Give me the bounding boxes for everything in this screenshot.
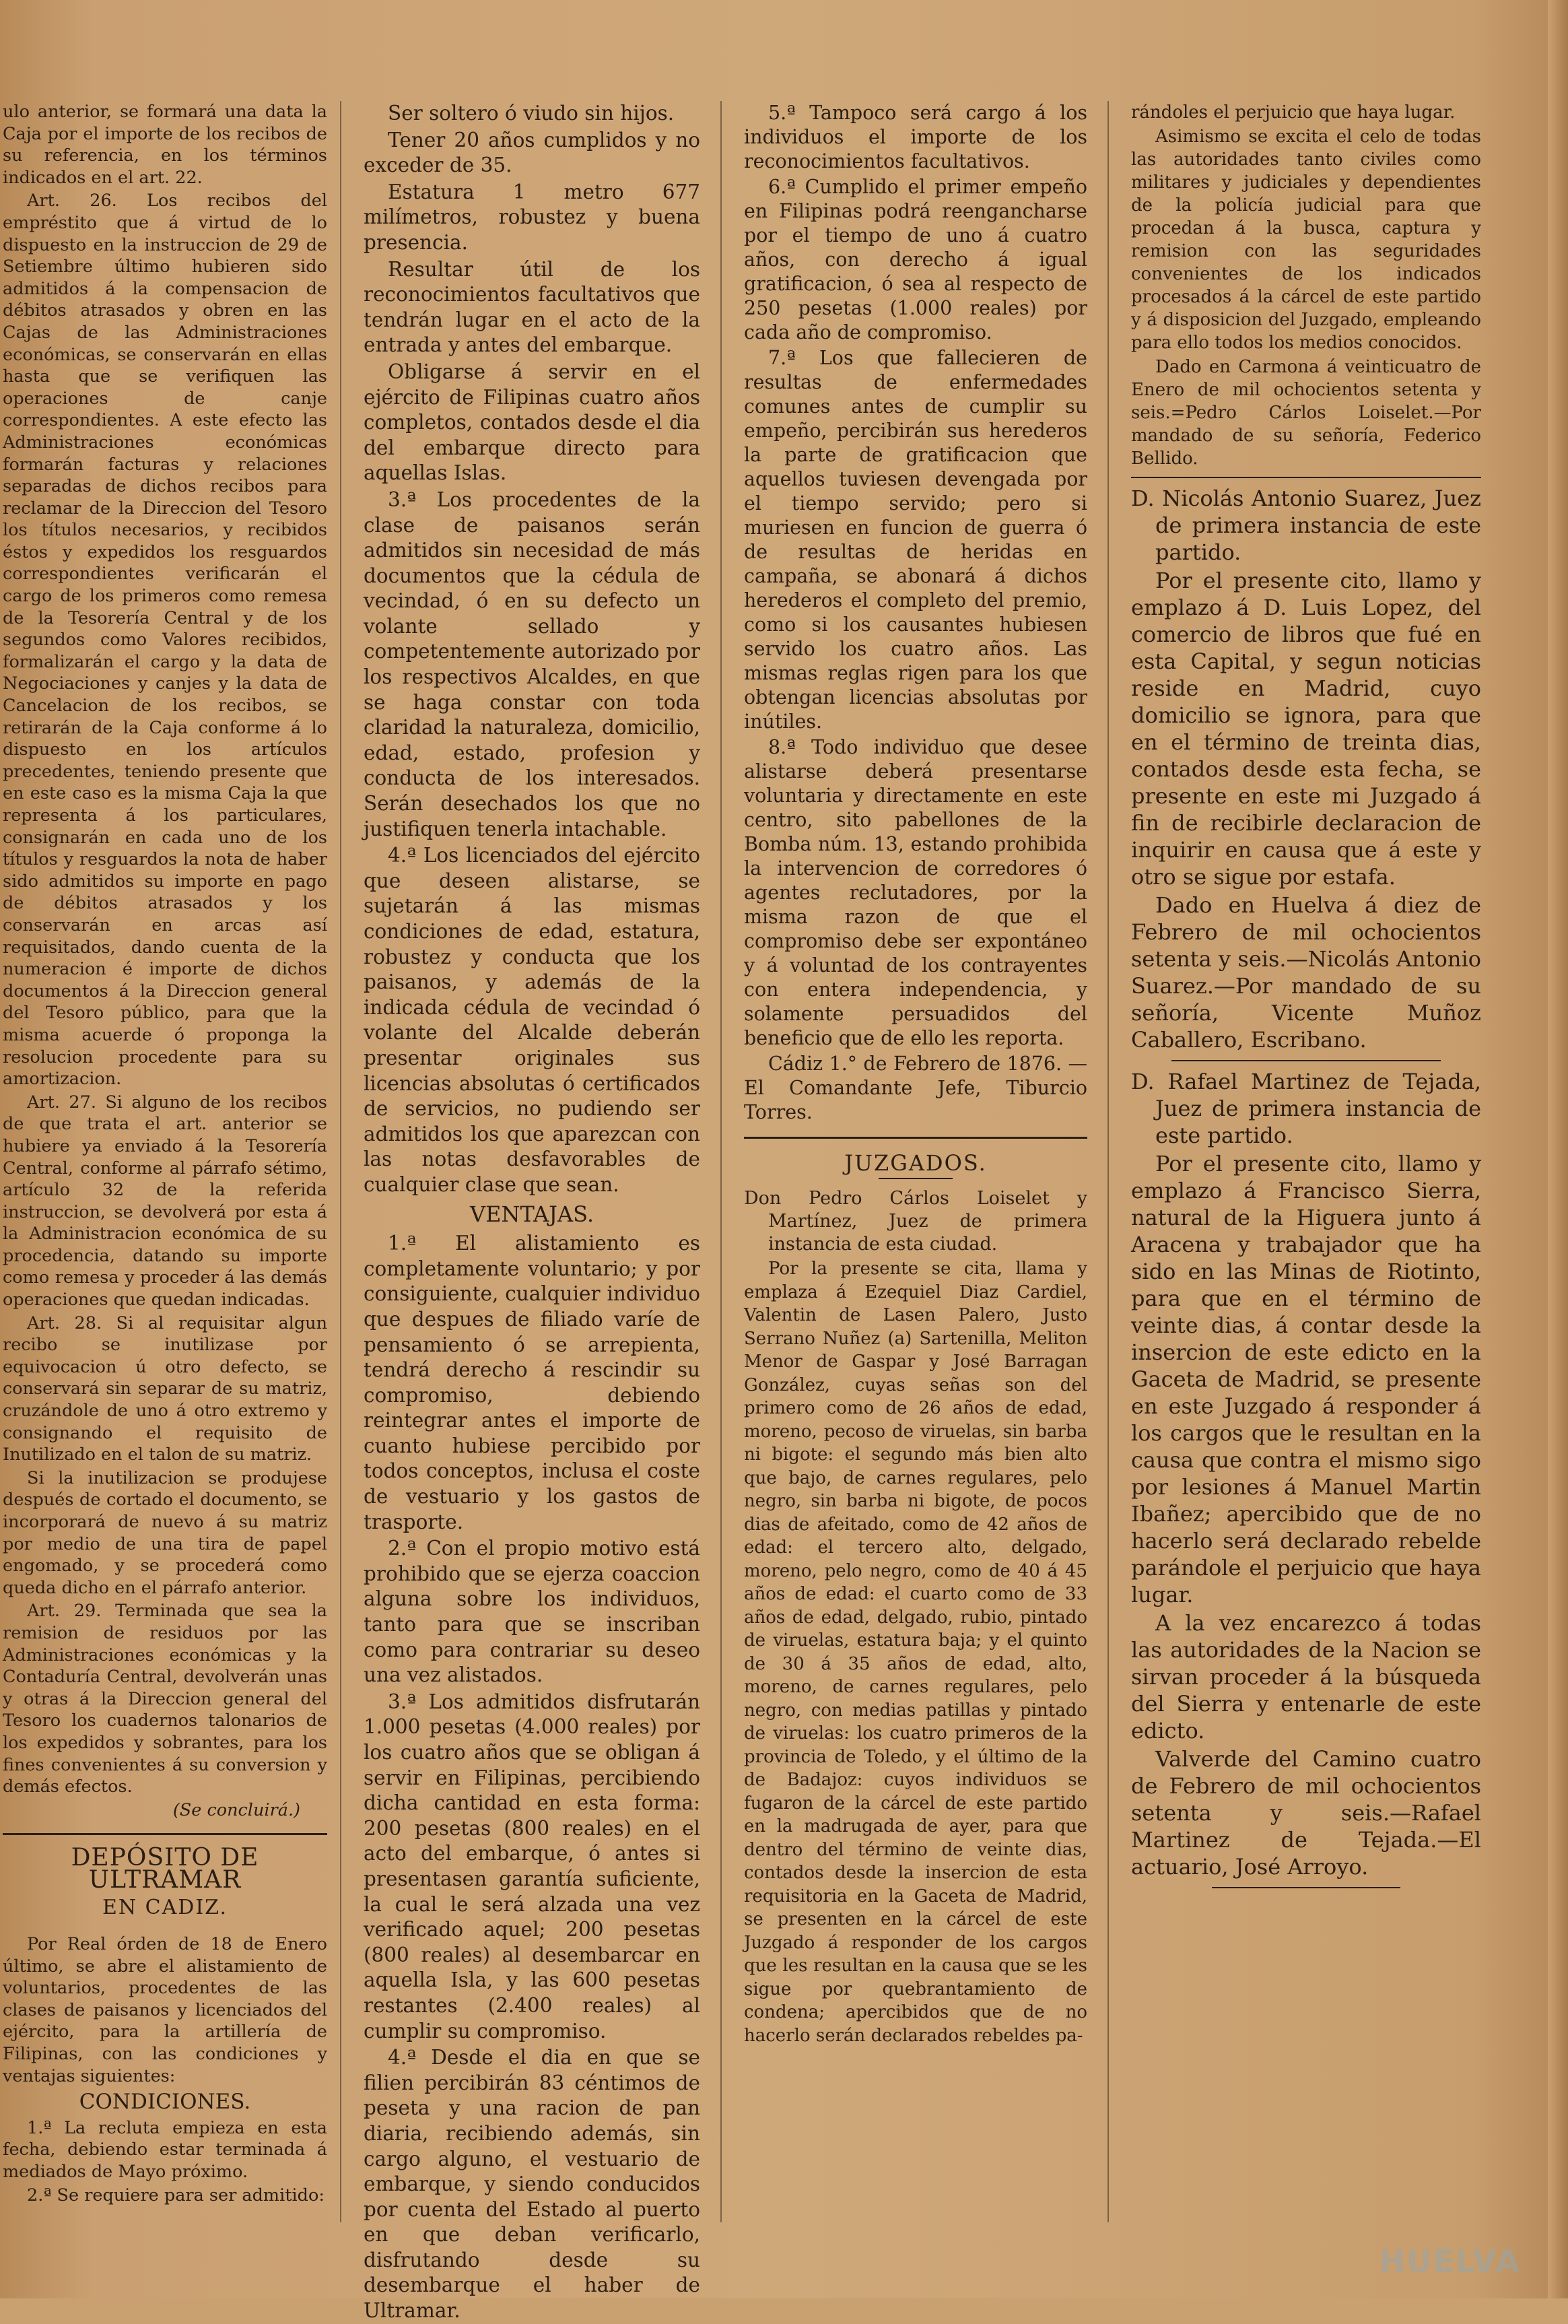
- paragraph: 4.ª Desde el dia en que se filien percibirán 83 céntimos de peseta y una racion de pan diaria, recibiendo además, sin cargo alguno, el vestuario de embarque, y siendo conducidos por cuenta del Estado al puerto en que deban verificarlo, disfrutando desde su desembarque el haber de Ultramar.: [364, 2046, 700, 2323]
- paragraph: Cádiz 1.° de Febrero de 1876. —El Comandante Jefe, Tiburcio Torres.: [744, 1053, 1087, 1123]
- paragraph: Por el presente cito, llamo y emplazo á Francisco Sierra, natural de la Higuera junto á Aracena y trabajador que ha sido en las Minas de Riotinto, para que en el término de veinte dias, á contar desde la insercion de este edicto en la Gaceta de Madrid, se presente en este Juzgado á responder á los cargos que le resultan en la causa que contra el mismo sigo por lesiones á Manuel Martin Ibañez; apercibido que de no hacerlo será declarado rebelde parándole el perjuicio que haya lugar.: [1131, 1151, 1481, 1607]
- paragraph: Resultar útil de los reconocimientos facultativos que tendrán lugar en el acto de la entrada y antes del embarque.: [364, 257, 700, 357]
- notice-heading: D. Nicolás Antonio Suarez, Juez de primera instancia de este partido.: [1131, 486, 1481, 565]
- paragraph: 7.ª Los que fallecieren de resultas de enfermedades comunes antes de cumplir su empeño, percibirán sus herederos la parte de gratificacion que aquellos tuviesen devengada por el tiempo servido; pero si muriesen en funcion de guerra ó de resultas de heridas en campaña, se abonará á dichos herederos el completo del premio, como si los causantes hubiesen servido los cuatro años. Las mismas reglas rigen para los que obtengan licencias absolutas por inútiles.: [744, 347, 1087, 733]
- paragraph: 8.ª Todo individuo que desee alistarse deberá presentarse voluntaria y directamente en este centro, sito pabellones de la Bomba núm. 13, estando prohibida la intervencion de corredores ó agentes reclutadores, por la misma razon de que el compromiso debe ser expontáneo y á voluntad de los contrayentes con entera independencia, y solamente persuadidos del beneficio que de ello les reporta.: [744, 736, 1087, 1049]
- paragraph: Dado en Carmona á veinticuatro de Enero de mil ochocientos setenta y seis.=Pedro Cárlos Loiselet.—Por mandado de su señoría, Federico Bellido.: [1131, 357, 1481, 469]
- paragraph: 1.ª La recluta empieza en esta fecha, debiendo estar terminada á mediados de Mayo próximo.: [3, 2117, 327, 2183]
- paragraph: Por la presente se cita, llama y emplaza á Ezequiel Diaz Cardiel, Valentin de Lasen Palero, Justo Serrano Nuñez (a) Sartenilla, Meliton Menor de Gaspar y José Barragan González, cuyas señas son del primero como de 26 años de edad, moreno, pecoso de viruelas, sin barba ni bigote: el segundo más bien alto que bajo, de carnes regulares, pelo negro, sin barba ni bigote, de pocos dias de afeitado, como de 42 años de edad: el tercero alto, delgado, moreno, pelo negro, como de 40 á 45 años de edad: el cuarto como de 33 años de edad, delgado, rubio, pintado de viruelas, estatura baja; y el quinto de 30 á 35 años de edad, alto, moreno, de carnes regulares, pelo negro, con medias patillas y pintado de viruelas: los cuatro primeros de la provincia de Toledo, y el último de la de Badajoz: cuyos individuos se fugaron de la cárcel de este partido en la madrugada de ayer, para que dentro del término de veinte dias, contados desde la insercion de esta requisitoria en la Gaceta de Madrid, se presenten en la cárcel de este Juzgado á responder de los cargos que les resultan en la causa que se les sigue por quebrantamiento de condena; apercibidos que de no hacerlo serán declarados rebeldes pa-: [744, 1259, 1087, 2046]
- paragraph: Obligarse á servir en el ejército de Filipinas cuatro años completos, contados desde el dia del embarque directo para aquellas Islas.: [364, 360, 700, 485]
- paragraph: 2.ª Con el propio motivo está prohibido que se ejerza coaccion alguna sobre los individuos, tanto para que se inscriban como para contrariar su deseo una vez alistados.: [364, 1537, 700, 1687]
- column-1: [3, 101, 327, 2229]
- library-watermark: HUELVA: [1379, 2243, 1521, 2280]
- paragraph: ulo anterior, se formará una data la Caja por el importe de los recibos de su referencia, en los términos indicados en el art. 22.: [3, 102, 327, 188]
- paragraph: Dado en Huelva á diez de Febrero de mil ochocientos setenta y seis.—Nicolás Antonio Suarez.—Por mandado de su señoría, Vicente Muñoz Caballero, Escribano.: [1131, 892, 1481, 1053]
- paragraph: 2.ª Se requiere para ser admitido:: [27, 2185, 325, 2205]
- paragraph: 3.ª Los admitidos disfrutarán 1.000 pesetas (4.000 reales) por los cuatro años que se obligan á servir en Filipinas, percibiendo dicha cantidad en esta forma: 200 pesetas (800 reales) en el acto del embarque, ó antes si presentasen garantía suficiente, la cual le será alzada una vez verificado aquel; 200 pesetas (800 reales) al desembarcar en aquella Isla, y las 600 pesetas restantes (2.400 reales) al cumplir su compromiso.: [364, 1690, 700, 2043]
- paragraph: 1.ª El alistamiento es completamente voluntario; y por consiguiente, cualquier individuo que despues de filiado varíe de pensamiento ó se arrepienta, tendrá derecho á rescindir su compromiso, debiendo reintegrar antes el importe de cuanto hubiese percibido por todos conceptos, inclusa el coste de vestuario y los gastos de trasporte.: [364, 1232, 700, 1533]
- section-divider: [3, 1833, 327, 1835]
- section-heading: VENTAJAS.: [469, 1201, 594, 1227]
- paragraph: Si la inutilizacion se produjese después de cortado el documento, se incorporará de nuevo á su matriz por medio de una tira de papel engomado, y se procederá como queda dicho en el párrafo anterior.: [3, 1467, 327, 1598]
- page-edge: [1548, 0, 1568, 2298]
- paragraph: Art. 26. Los recibos del empréstito que á virtud de lo dispuesto en la instruccion de 29 de Setiembre último hubieren sido admitidos á la compensacion de débitos atrasados y obren en las Cajas de las Administraciones económicas, se conservarán en ellas hasta que se verifiquen las operaciones de canje correspondientes. A este efecto las Administraciones económicas formarán facturas y relaciones separadas de dichos recibos para reclamar de la Direccion del Tesoro los títulos necesarios, y recibidos éstos y expedidos los resguardos correspondientes verificarán el cargo de los primeros como remesa de la Tesorería Central y de los segundos como Valores recibidos, formalizarán el cargo y la data de Negociaciones y canjes y la data de Cancelacion de los recibos, se retirarán de la Caja conforme á lo dispuesto en los artículos precedentes, teniendo presente que en este caso es la misma Caja la que representa á los particulares, consignarán en cada uno de los títulos y resguardos la nota de haber sido admitidos su importe en pago de débitos atrasados y los conservarán en arcas así requisitados, dando cuenta de la numeracion é importe de dichos documentos á la Direccion general del Tesoro público, para que la misma acuerde ó proponga la resolucion procedente para su amortizacion.: [3, 191, 327, 1090]
- paragraph: 4.ª Los licenciados del ejército que deseen alistarse, se sujetarán á las mismas condiciones de edad, estatura, robustez y conducta que los paisanos, y además de la indicada cédula de vecindad ó volante del Alcalde deberán presentar originales sus licencias absolutas ó certificados de servicios, no pudiendo ser admitidos los que aparezcan con las notas desfavorables de cualquier clase que sean.: [364, 844, 700, 1196]
- section-title: DEPÓSITO DE ULTRAMAR: [71, 1844, 259, 1894]
- paragraph: Estatura 1 metro 677 milímetros, robustez y buena presencia.: [364, 180, 700, 254]
- column-2: [364, 101, 700, 2323]
- paragraph: rándoles el perjuicio que haya lugar.: [1131, 102, 1456, 123]
- paragraph: Por Real órden de 18 de Enero último, se abre el alistamiento de voluntarios, procedentes de las clases de paisanos y licenciados del ejército, para la artillería de Filipinas, con las condiciones y ventajas siguientes:: [3, 1934, 327, 2086]
- paragraph: Art. 29. Terminada que sea la remision de residuos por las Administraciones económicas y la Contaduría Central, devolverán unas y otras á la Direccion general del Tesoro los cuadernos talonarios de los expedidos y sobrantes, para los fines convenientes á su conversion y demás efectos.: [3, 1601, 327, 1797]
- paragraph: Art. 27. Si alguno de los recibos de que trata el art. anterior se hubiere ya enviado á la Tesorería Central, conforme al párrafo sétimo, artículo 32 de la referida instruccion, se devolverá por esta á la Administracion económica de su procedencia, datando su importe como remesa y proceder á las demás operaciones que quedan indicadas.: [3, 1092, 327, 1310]
- column-rule: [340, 101, 341, 2222]
- paragraph: 3.ª Los procedentes de la clase de paisanos serán admitidos sin necesidad de más documentos que la cédula de vecindad, ó en su defecto un volante sellado y competentemente autorizado por los respectivos Alcaldes, en que se haga constar con toda claridad la naturaleza, domicilio, edad, estado, profesion y conducta de los interesados. Serán desechados los que no justifiquen tenerla intachable.: [364, 488, 700, 840]
- section-heading: CONDICIONES.: [79, 2090, 251, 2115]
- paragraph: A la vez encarezco á todas las autoridades de la Nacion se sirvan proceder á la búsqueda del Sierra y entenarle de este edicto.: [1131, 1610, 1481, 1744]
- notice-heading: Don Pedro Cárlos Loiselet y Martínez, Juez de primera instancia de esta ciudad.: [744, 1188, 1087, 1255]
- notice-heading: D. Rafael Martinez de Tejada, Juez de primera instancia de este partido.: [1131, 1069, 1481, 1148]
- column-rule: [1107, 101, 1109, 2222]
- paragraph: Art. 28. Si al requisitar algun recibo se inutilizase por equivocacion ú otro defecto, se conservará sin separar de su matriz, cruzándole de uno á otro extremo y consignando el requisito de Inutilizado en el talon de su matriz.: [3, 1313, 327, 1465]
- section-subtitle: EN CADIZ.: [102, 1895, 228, 1919]
- column-3: [744, 101, 1087, 2229]
- section-title: JUZGADOS.: [844, 1150, 987, 1176]
- paragraph: Asimismo se excita el celo de todas las autoridades tanto civiles como militares y judiciales y dependientes de la policía judicial para que procedan á la busca, captura y remision con las seguridades convenientes de los indicados procesados á la cárcel de este partido y á disposicion del Juzgado, empleando para ello todos los medios conocidos.: [1131, 127, 1481, 353]
- paragraph: Ser soltero ó viudo sin hijos.: [388, 102, 675, 125]
- continued-note: (Se concluirá.): [172, 1799, 300, 1820]
- divider: [1212, 1887, 1400, 1888]
- divider: [879, 1178, 953, 1179]
- paragraph: Tener 20 años cumplidos y no exceder de 35.: [364, 128, 700, 177]
- column-rule: [720, 101, 722, 2222]
- paragraph: 5.ª Tampoco será cargo á los individuos el importe de los reconocimientos facultativos.: [744, 102, 1087, 172]
- section-divider: [744, 1137, 1087, 1139]
- divider: [1171, 1060, 1441, 1061]
- paragraph: Valverde del Camino cuatro de Febrero de mil ochocientos setenta y seis.—Rafael Martinez de Tejada.—El actuario, José Arroyo.: [1131, 1746, 1481, 1880]
- divider: [1131, 477, 1481, 478]
- paragraph: 6.ª Cumplido el primer empeño en Filipinas podrá reengancharse por el tiempo de uno á cuatro años, con derecho á igual gratificacion, ó sea al respecto de 250 pesetas (1.000 reales) por cada año de compromiso.: [744, 176, 1087, 343]
- paragraph: Por el presente cito, llamo y emplazo á D. Luis Lopez, del comercio de libros que fué en esta Capital, y segun noticias reside en Madrid, cuyo domicilio se ignora, para que en el término de treinta dias, contados desde esta fecha, se presente en este mi Juzgado á fin de recibirle declaracion de inquirir en causa que á este y otro se sigue por estafa.: [1131, 568, 1481, 890]
- column-4: [1131, 101, 1481, 2229]
